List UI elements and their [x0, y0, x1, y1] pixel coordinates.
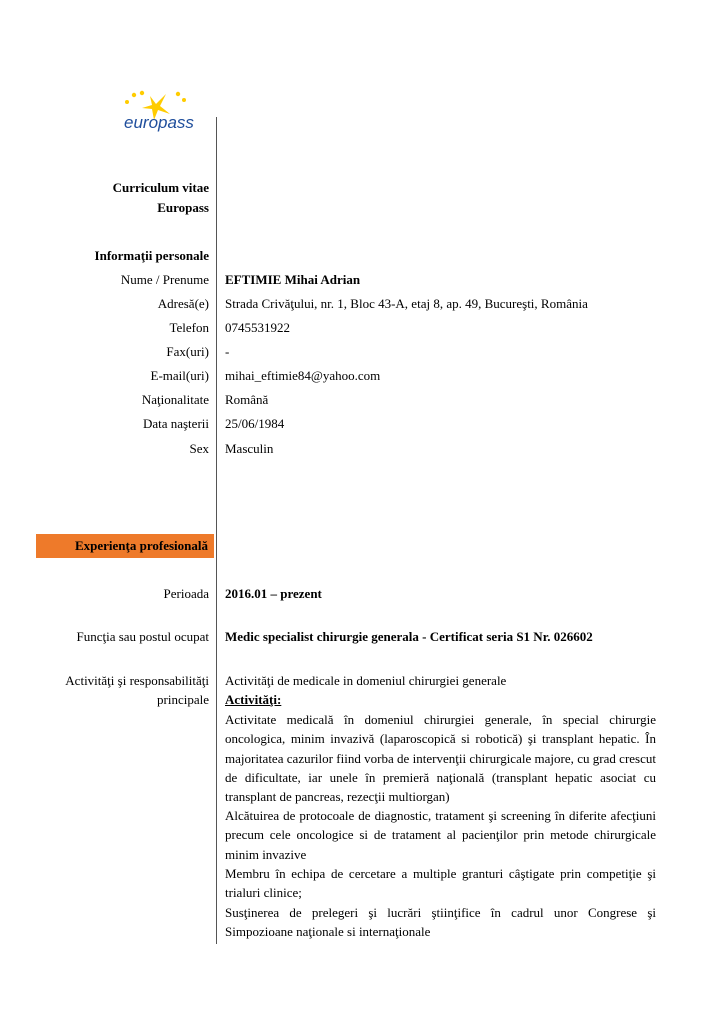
name-value: EFTIMIE Mihai Adrian	[225, 272, 361, 287]
activities-heading: Activităţi:	[225, 692, 282, 707]
nationality-value: Română	[225, 392, 269, 407]
birthdate-label: Data naşterii	[142, 416, 209, 431]
activity-paragraph: Alcătuirea de protocoale de diagnostic, tratament şi screening în diferite afecţiuni precum cele oncologice si de tratament al pacienţilor prin metode chirurgicale minim invazive	[225, 808, 656, 862]
sex-label: Sex	[189, 441, 209, 456]
email-value[interactable]: mihai_eftimie84@yahoo.com	[225, 368, 381, 383]
fax-value: -	[225, 344, 230, 359]
period-value: 2016.01 – prezent	[225, 586, 322, 601]
address-value: Strada Crivăţului, nr. 1, Bloc 43-A, etaj 8, ap. 49, Bucureşti, România	[225, 296, 588, 311]
position-label: Funcţia sau postul ocupat	[76, 629, 209, 644]
activities-intro: Activităţi de medicale in domeniul chirurgiei generale	[225, 673, 507, 688]
email-label: E-mail(uri)	[150, 368, 209, 383]
sex-value: Masculin	[225, 441, 274, 456]
personal-info-heading: Informaţii personale	[94, 248, 209, 263]
activity-paragraph: Activitate medicală în domeniul chirurgiei generale, în special chirurgie oncologica, minim invazivă (laparoscopică si robotică) şi transplant hepatic. În majoritatea cazurilor fiind vorba de intervenţii chirurgicale majore, cu grad crescut de dificultate, iar unele în premieră naţională (transplant hepatic asociat cu transplant de pancreas, rezecţii multiorgan)	[225, 712, 656, 805]
activities-label-line2: principale	[157, 692, 209, 707]
cv-subtitle: Europass	[157, 200, 209, 215]
phone-label: Telefon	[169, 320, 209, 335]
experience-heading: Experienţa profesională	[74, 538, 208, 553]
name-label: Nume / Prenume	[120, 272, 209, 287]
nationality-label: Naţionalitate	[141, 392, 209, 407]
period-label: Perioada	[163, 586, 209, 601]
fax-label: Fax(uri)	[166, 344, 209, 359]
address-label: Adresă(e)	[157, 296, 209, 311]
phone-value: 0745531922	[225, 320, 290, 335]
experience-section-bar	[36, 534, 214, 558]
birthdate-value: 25/06/1984	[225, 416, 285, 431]
activity-paragraph: Susţinerea de prelegeri şi lucrări ştiinţifice în cadrul unor Congrese şi Simpozioane naţionale si internaţionale	[225, 905, 656, 940]
europass-logo	[118, 88, 218, 138]
activities-label-line1: Activităţi şi responsabilităţi	[65, 673, 209, 688]
activity-paragraph: Membru în echipa de cercetare a multiple granturi câştigate prin competiţie şi trialuri clinice;	[225, 866, 656, 901]
cv-title: Curriculum vitae	[112, 180, 209, 195]
logo-wordmark: europass	[124, 113, 194, 132]
column-divider	[216, 117, 217, 944]
position-value: Medic specialist chirurgie generala - Certificat seria S1 Nr. 026602	[225, 629, 593, 644]
